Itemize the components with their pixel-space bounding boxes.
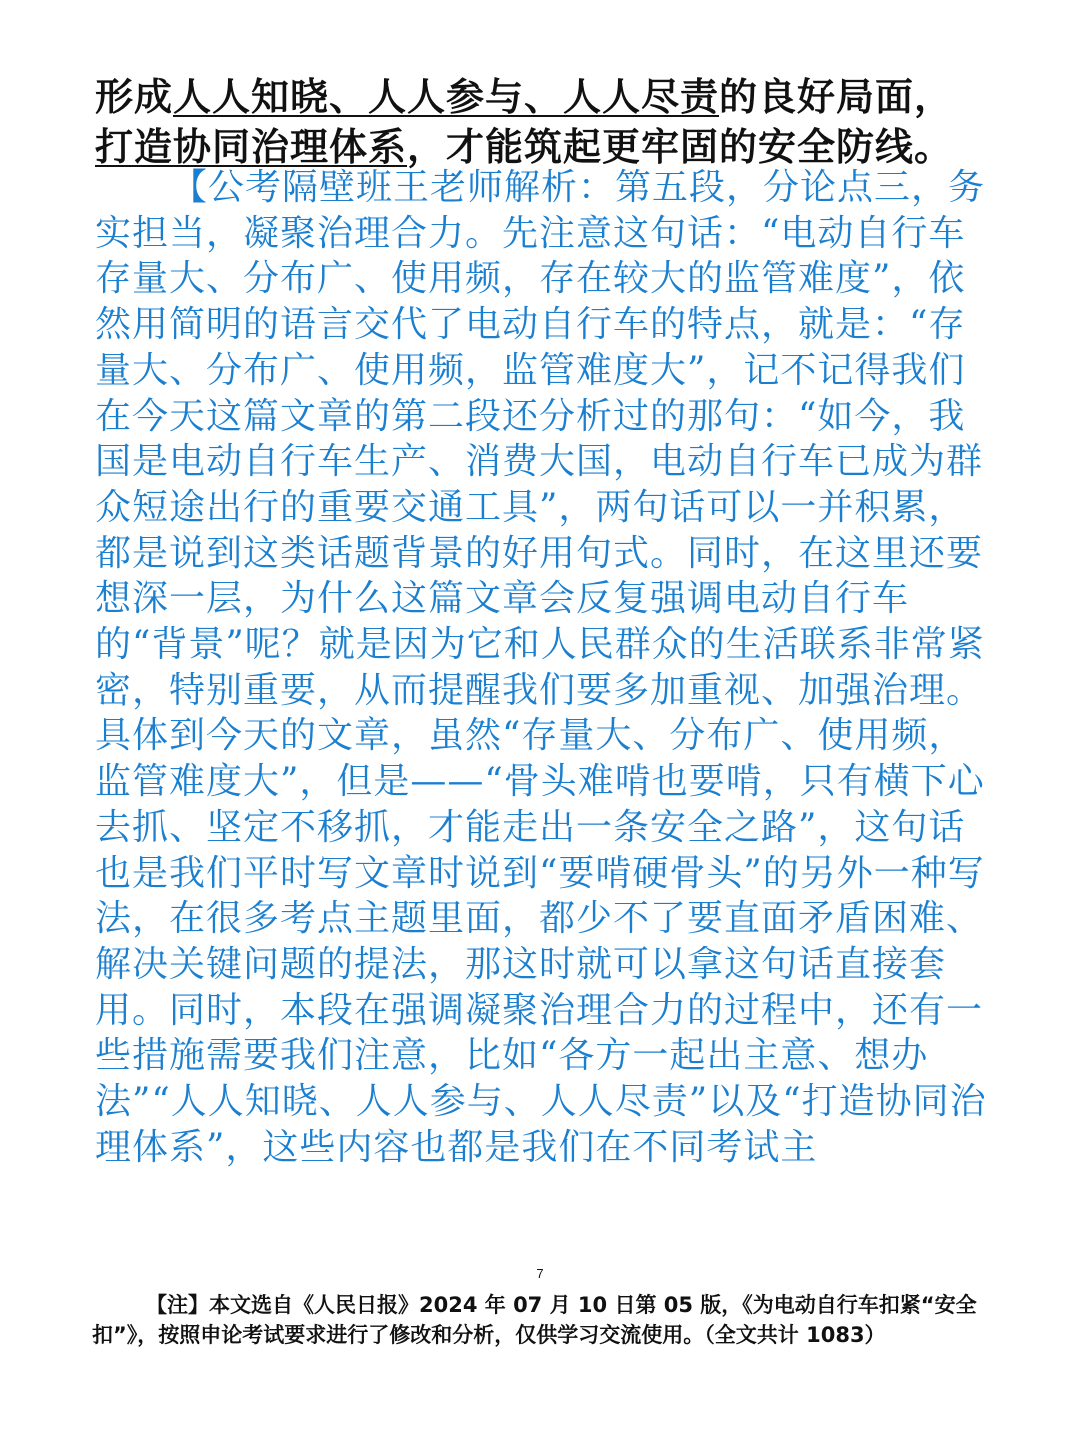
article-paragraph (95, 72, 990, 172)
text-segment: 形成 (95, 74, 174, 119)
page-number: 7 (536, 1266, 544, 1281)
text-segment: 的良好局面， (719, 74, 954, 119)
analysis-paragraph: 【公考隔壁班王老师解析：第五段，分论点三，务实担当，凝聚治理合力。先注意这句话：“电动自行车存量大、分布广、使用频，存在较大的监管难度”，依然用简明的语言交代了电动自行车的特点，就是：“存量大、分布广、使用频，监管难度大”，记不记得我们在今天这篇文章的第二段还分析过的那句：“如今，我国是电动自行车生产、消费大国，电动自行车已成为群众短途出行的重要交通工具”，两句话可以一并积累，都是说到这类话题背景的好用句式。同时，在这里还要想深一层，为什么这篇文章会反复强调电动自行车的“背景”呢？就是因为它和人民群众的生活联系非常紧密，特别重要，从而提醒我们要多加重视、加强治理。具体到今天的文章，虽然“存量大、分布广、使用频，监管难度大”，但是——“骨头难啃也要啃，只有横下心去抓、坚定不移抓，才能走出一条安全之路”，这句话也是我们平时写文章时说到“要啃硬骨头”的另外一种写法，在很多考点主题里面，都少不了要直面矛盾困难、解决关键问题的提法，那这时就可以拿这句话直接套用。同时，本段在强调凝聚治理合力的过程中，还有一些措施需要我们注意，比如“各方一起出主意、想办法”“人人知晓、人人参与、人人尽责”以及“打造协同治理体系”，这些内容也都是我们在不同考试主 (95, 167, 987, 1168)
text-segment: ，才能筑起更牢固的安全防线。 (407, 124, 954, 169)
underlined-phrase: 人人知晓、人人参与、人人尽责 (173, 74, 720, 119)
underlined-phrase: 打造协同治理体系 (95, 124, 408, 169)
footnote: 【注】本文选自《人民日报》2024 年 07 月 10 日第 05 版，《为电动自行车扣紧“安全扣”》，按照申论考试要求进行了修改和分析，仅供学习交流使用。（全文共计 1083） (92, 1293, 977, 1347)
